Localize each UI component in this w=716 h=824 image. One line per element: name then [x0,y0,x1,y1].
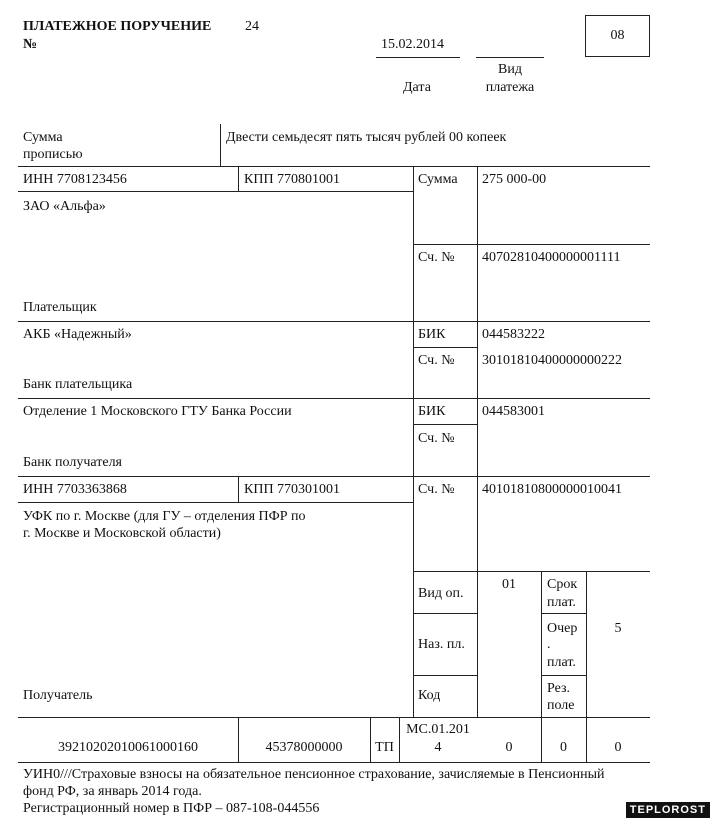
purpose-line-3: Регистрационный номер в ПФР – 087-108-044556 [23,801,320,816]
doc-date-value: 0 [560,740,567,755]
basis-value: ТП [375,740,394,755]
recipient-bank-label: Банк получателя [23,455,122,470]
purpose-line-2: фонд РФ, за январь 2014 года. [23,784,202,799]
queue-label-3: плат. [547,655,576,670]
recipient-bank-name: Отделение 1 Московского ГТУ Банка России [23,404,292,419]
amount-words-label-2: прописью [23,147,83,162]
watermark-logo: TEPLOROST [626,802,710,818]
payment-type-label-2: платежа [485,80,535,95]
amount-words-value: Двести семьдесят пять тысяч рублей 00 копеек [226,130,507,145]
payer-inn: ИНН 7708123456 [23,172,127,187]
payer-bank-bik-value: 044583222 [482,327,545,342]
op-type-label: Вид оп. [418,586,464,601]
reserve-label-1: Рез. [547,681,571,696]
reserve-label-2: поле [547,698,575,713]
queue-value: 5 [614,621,622,636]
recipient-account-value: 40101810800000010041 [482,482,622,497]
purpose-code-label: Наз. пл. [418,637,465,652]
queue-label-2: . [547,637,551,652]
date-label: Дата [403,80,431,95]
payer-kpp: КПП 770801001 [244,172,341,187]
code-label: Код [418,688,441,703]
recipient-bank-bik-value: 044583001 [482,404,545,419]
term-label-1: Срок [547,577,578,592]
recipient-bank-account-label: Сч. № [418,431,455,446]
recipient-name-line-2: г. Москве и Московской области) [23,526,221,541]
payer-name: ЗАО «Альфа» [23,199,106,214]
payment-type-value: 0 [614,740,622,755]
kbk-value: 39210202010061000160 [58,740,198,755]
payer-bank-name: АКБ «Надежный» [23,327,132,342]
recipient-bank-bik-label: БИК [418,404,446,419]
payer-bank-bik-label: БИК [418,327,446,342]
document-title: ПЛАТЕЖНОЕ ПОРУЧЕНИЕ [23,19,212,34]
document-date: 15.02.2014 [381,37,444,52]
payer-bank-label: Банк плательщика [23,377,133,392]
doc-number-value: 0 [505,740,513,755]
term-label-2: плат. [547,595,576,610]
period-line-1: МС.01.201 [406,722,470,737]
amount-words-label-1: Сумма [23,130,63,145]
recipient-kpp: КПП 770301001 [244,482,341,497]
payment-type-label-1: Вид [498,62,522,77]
payer-account-value: 40702810400000001111 [482,250,621,265]
status-code-box [585,15,650,57]
payer-label: Плательщик [23,300,97,315]
purpose-line-1: УИН0///Страховые взносы на обязательное пенсионное страхование, зачисляемые в Пенсионный [23,767,605,782]
recipient-label: Получатель [23,688,93,703]
number-sign: № [23,37,38,52]
sum-label: Сумма [418,172,458,187]
payer-account-label: Сч. № [418,250,455,265]
recipient-inn: ИНН 7703363868 [23,482,127,497]
queue-label-1: Очер [547,621,578,636]
op-type-value: 01 [502,577,516,592]
status-code: 08 [610,28,625,43]
recipient-account-label: Сч. № [418,482,455,497]
document-number: 24 [245,19,259,34]
payer-bank-account-value: 30101810400000000222 [482,353,622,368]
oktmo-value: 45378000000 [265,740,343,755]
sum-value: 275 000-00 [482,172,547,187]
recipient-name-line-1: УФК по г. Москве (для ГУ – отделения ПФР по [23,509,306,524]
payer-bank-account-label: Сч. № [418,353,455,368]
period-line-2: 4 [434,740,442,755]
